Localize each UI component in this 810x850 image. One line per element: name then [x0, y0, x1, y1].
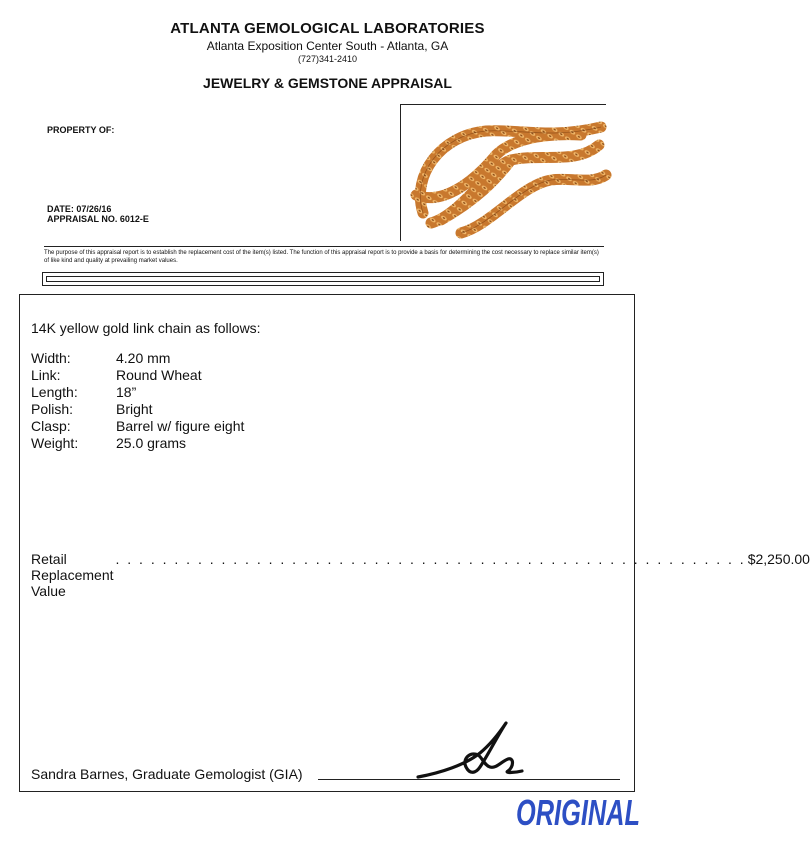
item-description-box	[19, 294, 635, 792]
appraiser-name: Sandra Barnes, Graduate Gemologist (GIA)	[31, 766, 303, 782]
document-title: JEWELRY & GEMSTONE APPRAISAL	[203, 75, 452, 91]
handwritten-signature-icon	[410, 715, 530, 785]
spec-value-link: Round Wheat	[116, 367, 202, 383]
value-amount: $2,250.00	[747, 551, 810, 567]
org-address: Atlanta Exposition Center South - Atlanta, GA	[206, 39, 449, 53]
spec-label-polish: Polish:	[31, 401, 74, 417]
org-phone: (727)341-2410	[297, 54, 358, 64]
section-bar	[42, 272, 604, 286]
spec-value-clasp: Barrel w/ figure eight	[116, 418, 245, 434]
appraisal-date: DATE: 07/26/16	[47, 204, 112, 214]
value-leader-dots: . . . . . . . . . . . . . . . . . . . . . . . . . . . . . . . . . . . . . . . . . . . . . . . . . . . . . .	[115, 551, 746, 567]
header-divider	[44, 246, 604, 247]
spec-value-length: 18”	[116, 384, 137, 400]
spec-value-polish: Bright	[116, 401, 153, 417]
stamp-text: ORIGINAL	[516, 792, 640, 833]
spec-label-length: Length:	[31, 384, 78, 400]
spec-value-weight: 25.0 grams	[116, 435, 187, 451]
org-name: ATLANTA GEMOLOGICAL LABORATORIES	[170, 20, 485, 37]
spec-label-width: Width:	[31, 350, 71, 366]
spec-label-weight: Weight:	[31, 435, 79, 451]
item-photo	[400, 104, 606, 241]
original-stamp	[514, 792, 644, 832]
property-of-label: PROPERTY OF:	[47, 125, 115, 135]
spec-label-link: Link:	[31, 367, 61, 383]
value-label: Retail Replacement Value	[31, 551, 114, 599]
gold-chain-photo-icon	[401, 105, 607, 242]
appraisal-number: APPRAISAL NO. 6012-E	[47, 214, 149, 224]
spec-value-width: 4.20 mm	[116, 350, 171, 366]
purpose-statement: The purpose of this appraisal report is to establish the replacement cost of the item(s) listed. The function of this appraisal report is to provide a basis for determining the cost necessary to replace similar item(s) of like kind and quality at prevailing market values.	[44, 250, 599, 264]
retail-replacement-value	[31, 551, 810, 599]
spec-label-clasp: Clasp:	[31, 418, 71, 434]
item-intro: 14K yellow gold link chain as follows:	[31, 320, 261, 336]
